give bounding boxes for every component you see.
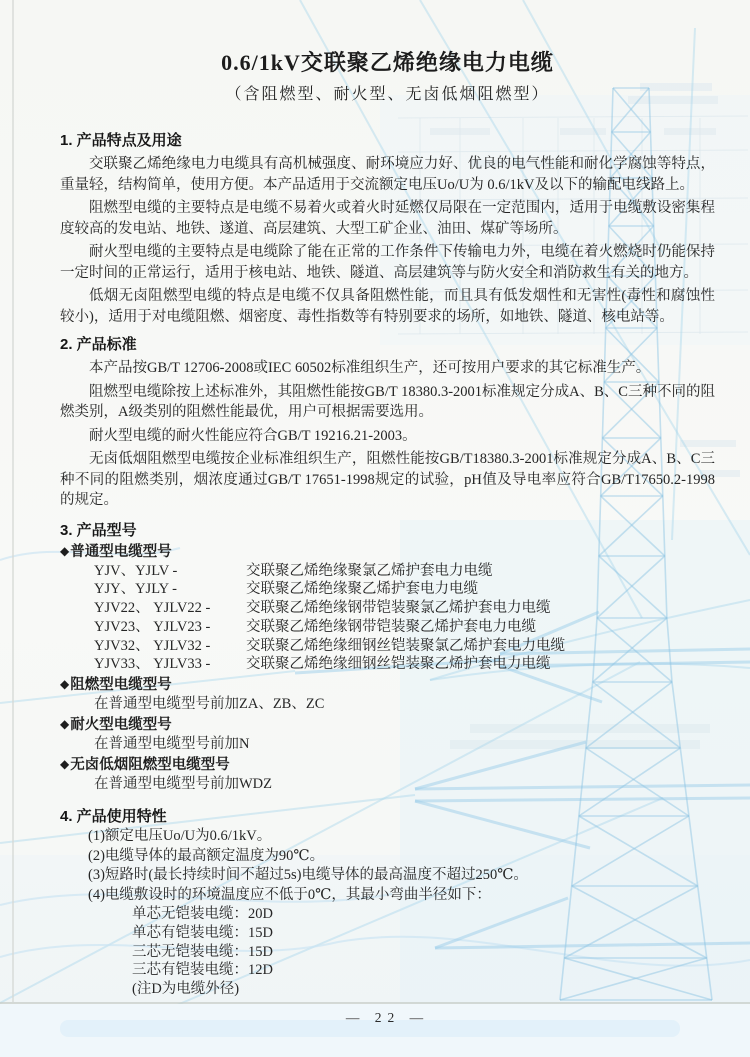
model-group-note: 在普通型电缆型号前加WDZ (94, 776, 273, 793)
cable-model-code: YJV22、 YJLV22 - (94, 600, 211, 617)
section-product-features (60, 130, 715, 327)
usage-item: (4)电缆敷设时的环境温度应不低于0℃，其最小弯曲半径如下： (88, 886, 491, 903)
section-usage-characteristics (60, 806, 715, 999)
usage-item: (1)额定电压Uo/U为0.6/1kV。 (88, 828, 272, 845)
cable-model-row (60, 655, 715, 674)
cable-model-row (60, 562, 715, 581)
diamond-bullet-icon: ◆ (60, 717, 70, 732)
paragraph: 低烟无卤阻燃型电缆的特点是电缆不仅具备阻燃性能，而且具有低发烟性和无害性(毒性和腐蚀性较小)，适用于对电缆阻燃、烟密度、毒性指数等有特别要求的场所，如地铁、隧道、核电站等。 (60, 288, 715, 325)
bend-radius-item: 三芯有铠装电缆：12D (132, 962, 273, 979)
bend-radius-item: 单芯有铠装电缆：15D (132, 924, 273, 941)
diamond-bullet-icon: ◆ (60, 757, 70, 772)
paragraph: 无卤低烟阻燃型电缆按企业标准组织生产，阻燃性能按GB/T18380.3-2001标准规定分成A、B、C三种不同的阻燃类别，烟浓度通过GB/T 17651-1998规定的试验，pH值及导电率应符合GB/T17650.2-1998的规定。 (60, 451, 715, 508)
section-product-standards (60, 334, 715, 511)
model-group-title: 阻燃型电缆型号 (70, 677, 172, 694)
cable-model-description: 交联聚乙烯绝缘钢带铠装聚氯乙烯护套电力电缆 (246, 600, 551, 617)
model-group-title: 无卤低烟阻燃型电缆型号 (70, 757, 230, 774)
cable-model-description: 交联聚乙烯绝缘细钢丝铠装聚氯乙烯护套电力电缆 (246, 637, 565, 654)
model-group-label (60, 542, 715, 562)
cable-model-code: YJV23、 YJLV23 - (94, 618, 211, 635)
page-title: 0.6/1kV交联聚乙烯绝缘电力电缆 (221, 50, 554, 75)
section-product-models (60, 520, 715, 795)
cable-model-description: 交联聚乙烯绝缘聚氯乙烯护套电力电缆 (246, 562, 493, 579)
paragraph: 耐火型电缆的主要特点是电缆除了能在正常的工作条件下传输电力外，电缆在着火燃烧时仍能保持一定时间的正常运行，适用于核电站、地铁、隧道、高层建筑等与防火安全和消防救生有关的地方。 (60, 244, 715, 281)
section-heading: 3. 产品型号 (60, 521, 137, 539)
cable-model-code: YJV、YJLV - (94, 562, 178, 579)
diamond-bullet-icon: ◆ (60, 677, 70, 692)
cable-model-code: YJV32、 YJLV32 - (94, 637, 211, 654)
cable-model-row (60, 637, 715, 656)
section-heading: 1. 产品特点及用途 (60, 132, 182, 149)
section-heading: 2. 产品标准 (60, 336, 137, 353)
bend-radius-item: 单芯无铠装电缆：20D (132, 905, 273, 922)
cable-model-row (60, 618, 715, 637)
model-group-note: 在普通型电缆型号前加ZA、ZB、ZC (94, 696, 325, 713)
cable-model-description: 交联聚乙烯绝缘聚乙烯护套电力电缆 (246, 581, 478, 598)
model-group-note: 在普通型电缆型号前加N (94, 736, 250, 753)
cable-model-code: YJV33、 YJLV33 - (94, 656, 211, 673)
paragraph: 阻燃型电缆除按上述标准外，其阻燃性能按GB/T 18380.3-2001标准规定分成A、B、C三种不同的阻燃类别，A级类别的阻燃性能最优，用户可根据需要选用。 (60, 383, 715, 420)
cable-model-code: YJY、YJLY - (94, 581, 177, 598)
model-group-label (60, 755, 715, 775)
cable-model-description: 交联聚乙烯绝缘细钢丝铠装聚乙烯护套电力电缆 (246, 656, 551, 673)
paragraph: 耐火型电缆的耐火性能应符合GB/T 19216.21-2003。 (89, 427, 417, 444)
bend-radius-note: (注D为电缆外径) (132, 981, 240, 998)
cable-model-row (60, 599, 715, 618)
page-content (60, 0, 715, 1026)
section-heading: 4. 产品使用特性 (60, 808, 167, 826)
paragraph: 交联聚乙烯绝缘电力电缆具有高机械强度、耐环境应力好、优良的电气性能和耐化学腐蚀等特点，重量轻，结构简单，使用方便。本产品适用于交流额定电压Uo/U为 0.6/1kV及以下的输配电线路上。 (60, 156, 715, 193)
cable-model-row (60, 580, 715, 599)
page-subtitle: （含阻燃型、耐火型、无卤低烟阻燃型） (225, 86, 550, 103)
usage-item: (2)电缆导体的最高额定温度为90℃。 (88, 847, 325, 864)
bend-radius-item: 三芯无铠装电缆：15D (132, 943, 273, 960)
usage-item: (3)短路时(最长持续时间不超过5s)电缆导体的最高温度不超过250℃。 (88, 867, 528, 884)
diamond-bullet-icon: ◆ (60, 543, 70, 558)
model-group-label (60, 675, 715, 695)
page-number: — 22 — (345, 1010, 430, 1026)
paragraph: 本产品按GB/T 12706-2008或IEC 60502标准组织生产，还可按用户要求的其它标准生产。 (89, 360, 651, 376)
model-group-title: 耐火型电缆型号 (70, 717, 172, 734)
model-group-title: 普通型电缆型号 (70, 543, 172, 560)
paragraph: 阻燃型电缆的主要特点是电缆不易着火或着火时延燃仅局限在一定范围内，适用于电缆敷设密集程度较高的发电站、地铁、遂道、高层建筑、大型工矿企业、油田、煤矿等场所。 (60, 200, 715, 237)
model-group-label (60, 715, 715, 735)
cable-model-description: 交联聚乙烯绝缘钢带铠装聚乙烯护套电力电缆 (246, 618, 536, 635)
